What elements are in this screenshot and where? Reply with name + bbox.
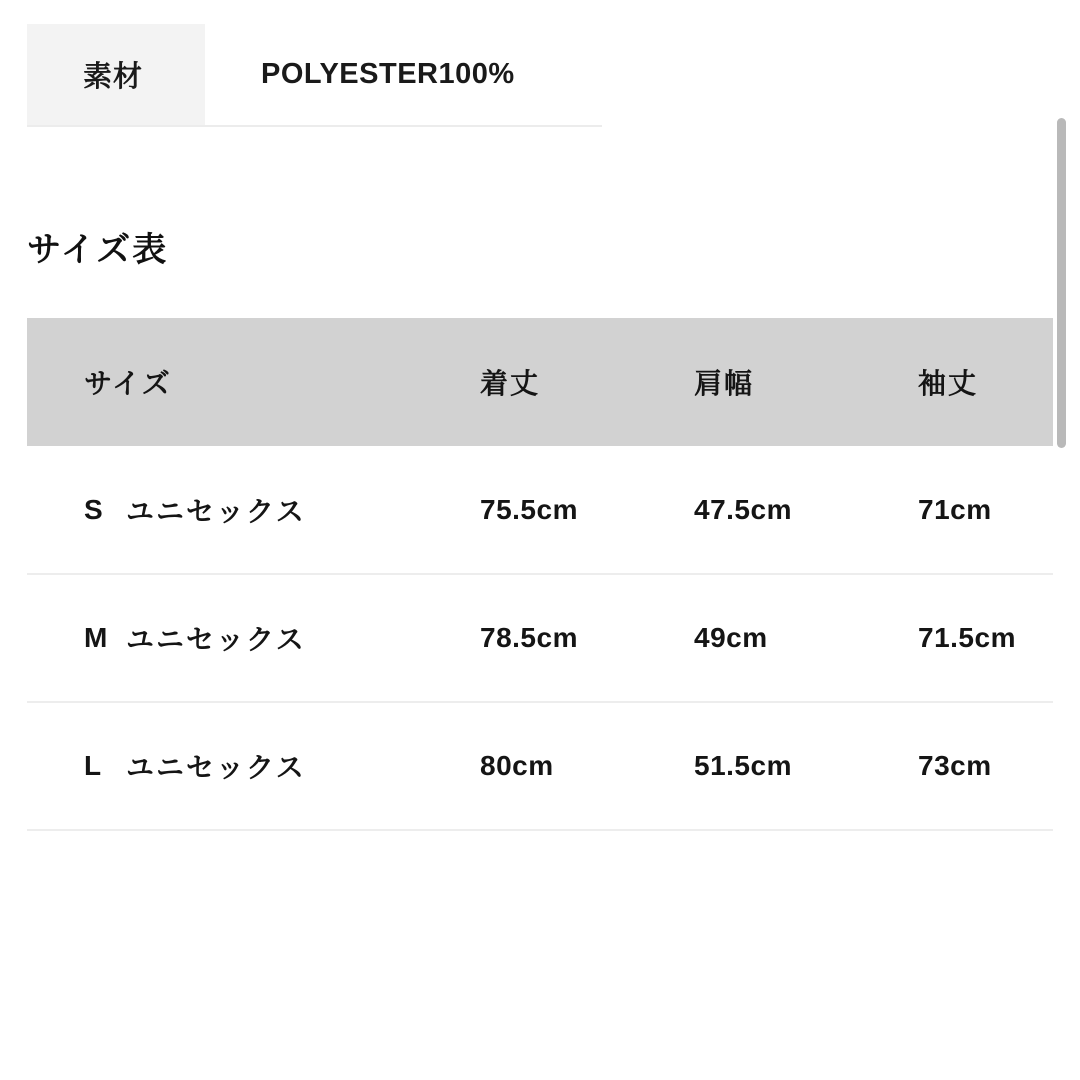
length-cell: 80cm (452, 702, 674, 830)
shoulder-cell: 49cm (674, 574, 896, 702)
size-code: L (84, 750, 102, 781)
scrollbar-track[interactable] (1064, 0, 1074, 1080)
length-cell: 75.5cm (452, 446, 674, 574)
size-cell (27, 574, 452, 702)
material-spec-table (27, 24, 602, 127)
page-title: サイズ表 (27, 231, 169, 269)
spec-value-material: POLYESTER100% (261, 58, 515, 90)
size-description: ユニセックス (126, 752, 306, 783)
column-header-sleeve: 袖丈 (896, 318, 1053, 446)
size-description: ユニセックス (126, 495, 306, 527)
length-cell: 78.5cm (452, 574, 674, 702)
column-header-shoulder: 肩幅 (674, 318, 896, 446)
shoulder-cell: 47.5cm (674, 446, 896, 574)
shoulder-cell: 51.5cm (674, 702, 896, 830)
size-cell (27, 702, 452, 830)
size-cell (27, 446, 452, 574)
sleeve-cell: 73cm (896, 702, 1053, 830)
scrollbar-thumb[interactable] (1057, 118, 1066, 448)
size-description: ユニセックス (126, 624, 306, 655)
column-header-length: 着丈 (452, 318, 674, 446)
table-row (27, 446, 1053, 574)
sleeve-cell: 71cm (896, 446, 1053, 574)
size-code: M (84, 622, 108, 653)
size-chart-table (27, 318, 1053, 831)
sleeve-cell: 71.5cm (896, 574, 1053, 702)
table-header-row (27, 318, 1053, 446)
table-row (27, 574, 1053, 702)
column-header-size: サイズ (27, 318, 452, 446)
table-row (27, 24, 602, 126)
table-row (27, 702, 1053, 830)
spec-label-material: 素材 (27, 24, 205, 126)
size-code: S (84, 493, 104, 525)
